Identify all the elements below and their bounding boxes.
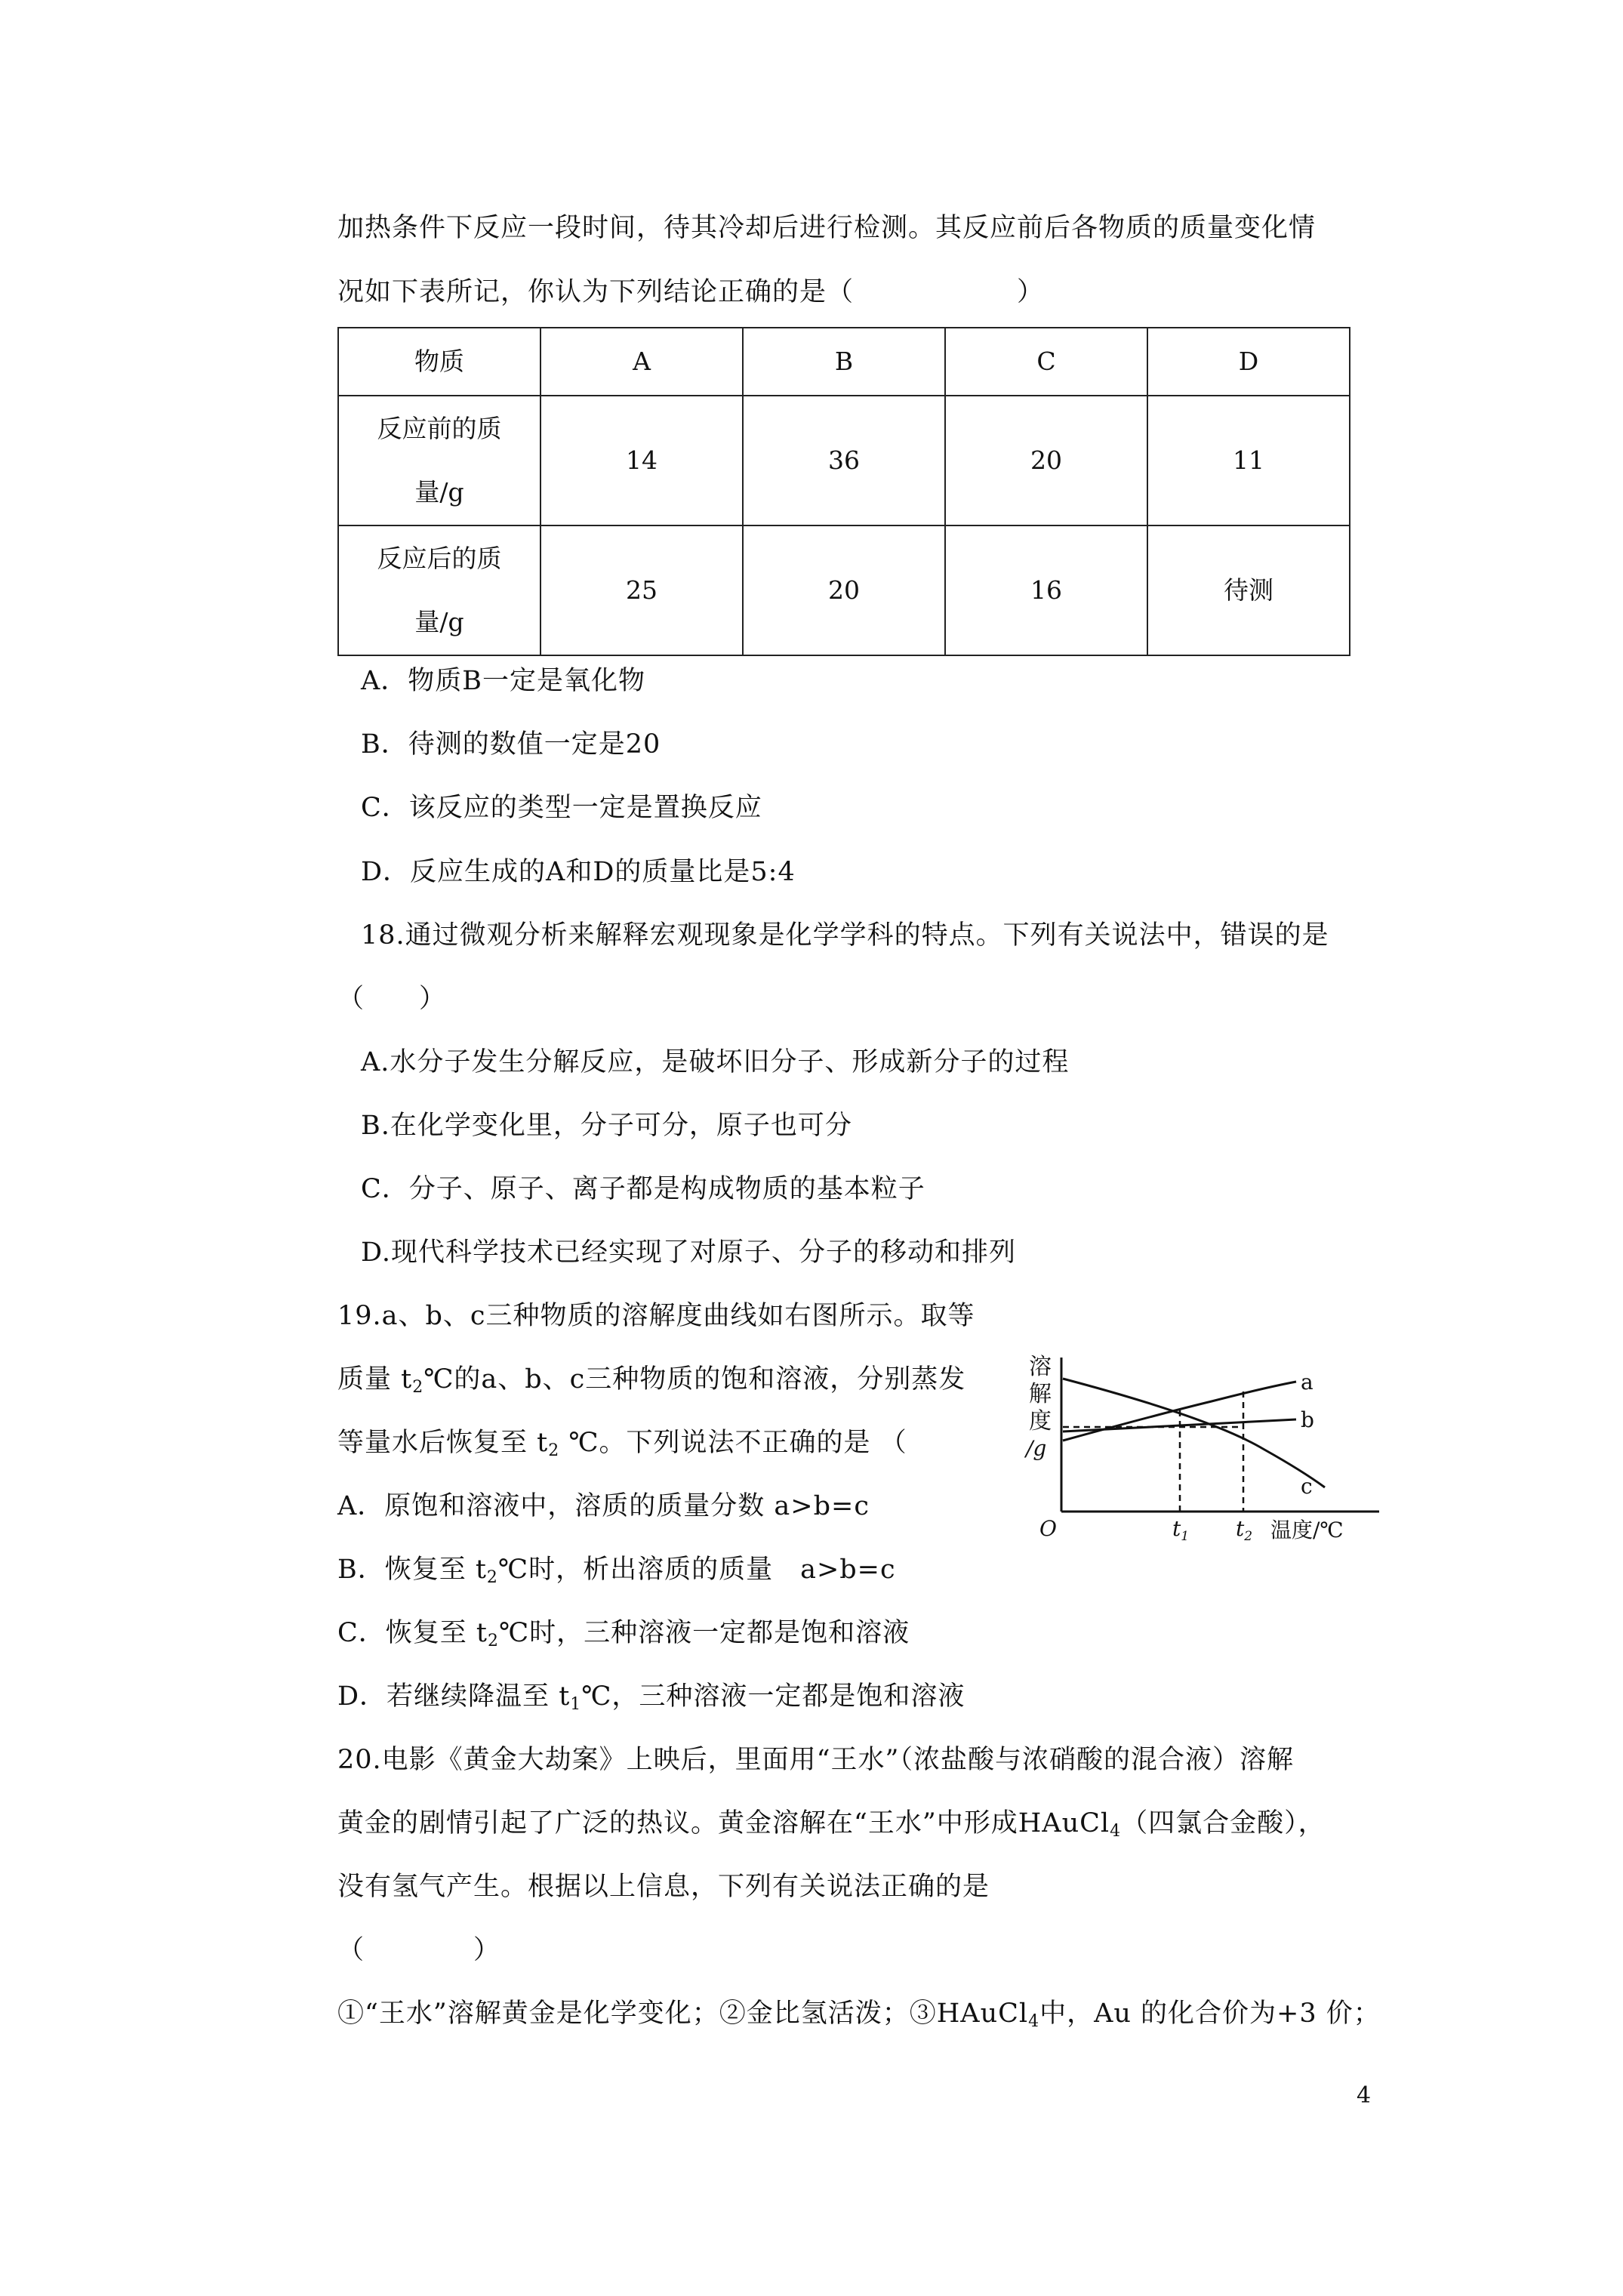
table-cell: 16 [945, 525, 1147, 655]
text-run: ℃的a、b、c三种物质的饱和溶液，分别蒸发 [423, 1364, 966, 1395]
table-row [338, 525, 1350, 655]
q18-paren: （ ） [337, 984, 447, 1014]
q20-paren: （ ） [337, 1935, 501, 1965]
y-axis-label-char: /g [1026, 1436, 1047, 1461]
subscript: 4 [1110, 1822, 1122, 1841]
table-cell: 36 [743, 396, 945, 525]
q18-option-d: D.现代科学技术已经实现了对原子、分子的移动和排列 [361, 1237, 1016, 1268]
row-label-line: 量/g [414, 607, 464, 636]
y-axis-label-char: 解 [1029, 1381, 1052, 1407]
text-run: ℃时，三种溶液一定都是饱和溶液 [498, 1618, 910, 1648]
q19-stem-line-1: 19.a、b、c三种物质的溶解度曲线如右图所示。取等 [337, 1301, 975, 1331]
q20-stem-line-2 [337, 1807, 1326, 1848]
curve-label-c: c [1301, 1474, 1313, 1499]
intro-line-1: 加热条件下反应一段时间，待其冷却后进行检测。其反应前后各物质的质量变化情 [337, 213, 1317, 243]
row-label-line: 反应后的质 [377, 544, 502, 573]
table-cell: 14 [540, 396, 743, 525]
q19-stem-line-3 [337, 1426, 907, 1468]
mass-change-table [337, 327, 1350, 656]
table-header-cell: D [1147, 328, 1350, 396]
table-row-label [338, 396, 540, 525]
subscript: 2 [487, 1632, 499, 1650]
origin-label: O [1039, 1516, 1057, 1541]
x-axis-label: 温度/℃ [1270, 1518, 1344, 1542]
text-run: ℃时，析出溶质的质量 a>b=c [497, 1555, 896, 1585]
table-header-cell: 物质 [338, 328, 540, 396]
q17-option-a: A．物质B一定是氧化物 [361, 666, 645, 696]
subscript: 2 [548, 1441, 560, 1460]
y-axis-label-char: 度 [1029, 1408, 1052, 1435]
subscript: 4 [1028, 2012, 1040, 2031]
table-cell: 待测 [1147, 525, 1350, 655]
intro-line-2: 况如下表所记，你认为下列结论正确的是（ ） [337, 277, 1045, 307]
text-run: ℃。下列说法不正确的是 （ [559, 1428, 907, 1458]
y-axis-label-char: 溶 [1029, 1354, 1052, 1380]
subscript: 2 [486, 1568, 498, 1587]
t2-label [1236, 1516, 1252, 1544]
t2-label-sub: 2 [1244, 1529, 1253, 1544]
q18-option-c: C．分子、原子、离子都是构成物质的基本粒子 [361, 1174, 925, 1204]
t2-label-text: t [1236, 1516, 1245, 1541]
q19-stem-line-2 [337, 1363, 965, 1404]
q19-option-d [337, 1680, 965, 1721]
table-header-cell: C [945, 328, 1147, 396]
table-cell: 25 [540, 525, 743, 655]
q17-option-b: B．待测的数值一定是20 [361, 729, 661, 760]
t1-label-text: t [1172, 1516, 1181, 1541]
text-run: 等量水后恢复至 t [337, 1428, 549, 1458]
curve-label-a: a [1301, 1370, 1313, 1395]
row-label-line: 反应前的质 [377, 414, 502, 443]
text-run: C．恢复至 t [337, 1618, 488, 1648]
q17-option-c: C．该反应的类型一定是置换反应 [361, 793, 762, 823]
text-run: 黄金的剧情引起了广泛的热议。黄金溶解在“王水”中形成HAuCl [337, 1808, 1110, 1838]
curve-c [1063, 1379, 1325, 1487]
text-run: （四氯合金酸）， [1121, 1808, 1326, 1838]
subscript: 1 [570, 1695, 582, 1714]
q19-option-c [337, 1616, 910, 1658]
q18-option-b: B.在化学变化里，分子可分，原子也可分 [361, 1111, 852, 1141]
q18-option-a: A.水分子发生分解反应，是破坏旧分子、形成新分子的过程 [361, 1047, 1070, 1077]
q19-option-b [337, 1553, 896, 1595]
table-cell: 20 [743, 525, 945, 655]
page-number: 4 [1357, 2082, 1372, 2109]
text-run: 中，Au 的化合价为+3 价； [1039, 1999, 1381, 2029]
t1-label-sub: 1 [1181, 1529, 1190, 1544]
solubility-curve-graph [1015, 1342, 1393, 1554]
q20-stem-line-1: 20.电影《黄金大劫案》上映后，里面用“王水”（浓盐酸与浓硝酸的混合液）溶解 [337, 1745, 1294, 1775]
text-run: ℃，三种溶液一定都是饱和溶液 [581, 1681, 965, 1712]
table-header-cell: B [743, 328, 945, 396]
table-row [338, 396, 1350, 525]
text-run: ①“王水”溶解黄金是化学变化；②金比氢活泼；③HAuCl [337, 1999, 1029, 2029]
text-run: B．恢复至 t [337, 1555, 487, 1585]
table-header-cell: A [540, 328, 743, 396]
q20-statements [337, 1997, 1381, 2039]
q17-option-d: D．反应生成的A和D的质量比是5:4 [361, 857, 796, 887]
table-header-row [338, 328, 1350, 396]
table-cell: 20 [945, 396, 1147, 525]
table-row-label [338, 525, 540, 655]
text-run: 质量 t [337, 1364, 413, 1395]
text-run: D．若继续降温至 t [337, 1681, 571, 1712]
q20-stem-line-3: 没有氢气产生。根据以上信息，下列有关说法正确的是 [337, 1872, 990, 1902]
subscript: 2 [412, 1378, 424, 1397]
curve-label-b: b [1301, 1407, 1314, 1432]
row-label-line: 量/g [414, 477, 464, 507]
q18-stem: 18.通过微观分析来解释宏观现象是化学学科的特点。下列有关说法中，错误的是 [361, 920, 1329, 951]
table-cell: 11 [1147, 396, 1350, 525]
q19-option-a: A．原饱和溶液中，溶质的质量分数 a>b=c [337, 1491, 870, 1521]
t1-label [1172, 1516, 1189, 1544]
